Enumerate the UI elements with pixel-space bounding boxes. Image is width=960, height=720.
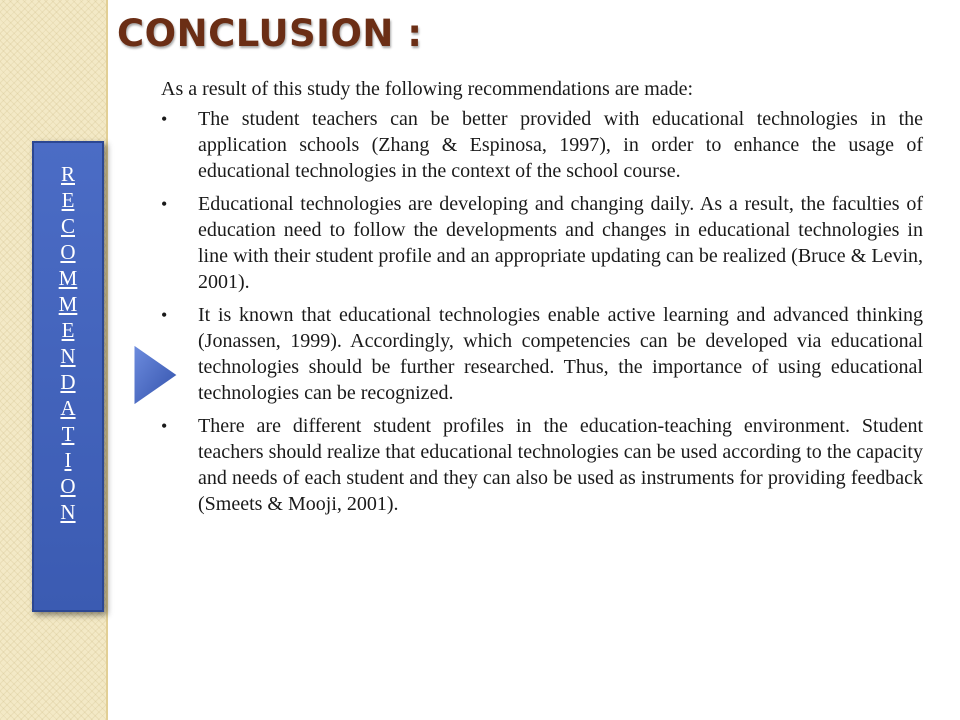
bullet-icon: • [161, 109, 168, 129]
slide-title: CONCLUSION : [117, 12, 423, 55]
side-label-letter: O [60, 474, 76, 498]
list-item [161, 106, 923, 184]
recommendation-text: There are different student profiles in the education-teaching environment. Student teachers should realize that educational technologies can be used according to the capacity and needs of each student and they can also be used as instruments for providing feedback (Smeets & Mooji, 2001). [198, 415, 923, 515]
recommendation-side-label [32, 141, 104, 612]
list-item [161, 413, 923, 517]
side-label-letter: T [61, 422, 75, 446]
side-label-letter: R [60, 162, 75, 186]
side-label-letter: E [61, 188, 75, 212]
side-label-letter: O [60, 240, 76, 264]
side-band-divider [106, 0, 108, 720]
side-label-letter: N [60, 344, 76, 368]
slide-body [161, 76, 923, 524]
recommendation-text: Educational technologies are developing and changing daily. As a result, the faculties of education need to follow the developments and changes in educational technologies in line with their student profile and an appropriate updating can be realized (Bruce & Levin, 2001). [198, 193, 923, 293]
side-label-letter: A [60, 396, 76, 420]
side-label-letter: I [64, 448, 72, 472]
bullet-icon: • [161, 305, 168, 325]
side-label-letter: E [61, 318, 75, 342]
side-label-letter: D [60, 370, 76, 394]
recommendation-text: It is known that educational technologies enable active learning and advanced thinking (Jonassen, 1999). Accordingly, which competencies can be developed via educational technologies should be further researched. Thus, the importance of using educational technologies can be recognized. [198, 304, 923, 404]
side-label-letter: M [58, 292, 78, 316]
bullet-icon: • [161, 416, 168, 436]
recommendation-text: The student teachers can be better provided with educational technologies in the application schools (Zhang & Espinosa, 1997), in order to enhance the usage of educational technologies in the context of the school course. [198, 108, 923, 182]
side-label-letter: M [58, 266, 78, 290]
intro-text: As a result of this study the following recommendations are made: [161, 78, 694, 100]
list-item [161, 191, 923, 295]
side-label-letter: N [60, 500, 76, 524]
recommendation-list [161, 106, 923, 517]
side-label-letter: C [60, 214, 75, 238]
list-item [161, 302, 923, 406]
bullet-icon: • [161, 194, 168, 214]
